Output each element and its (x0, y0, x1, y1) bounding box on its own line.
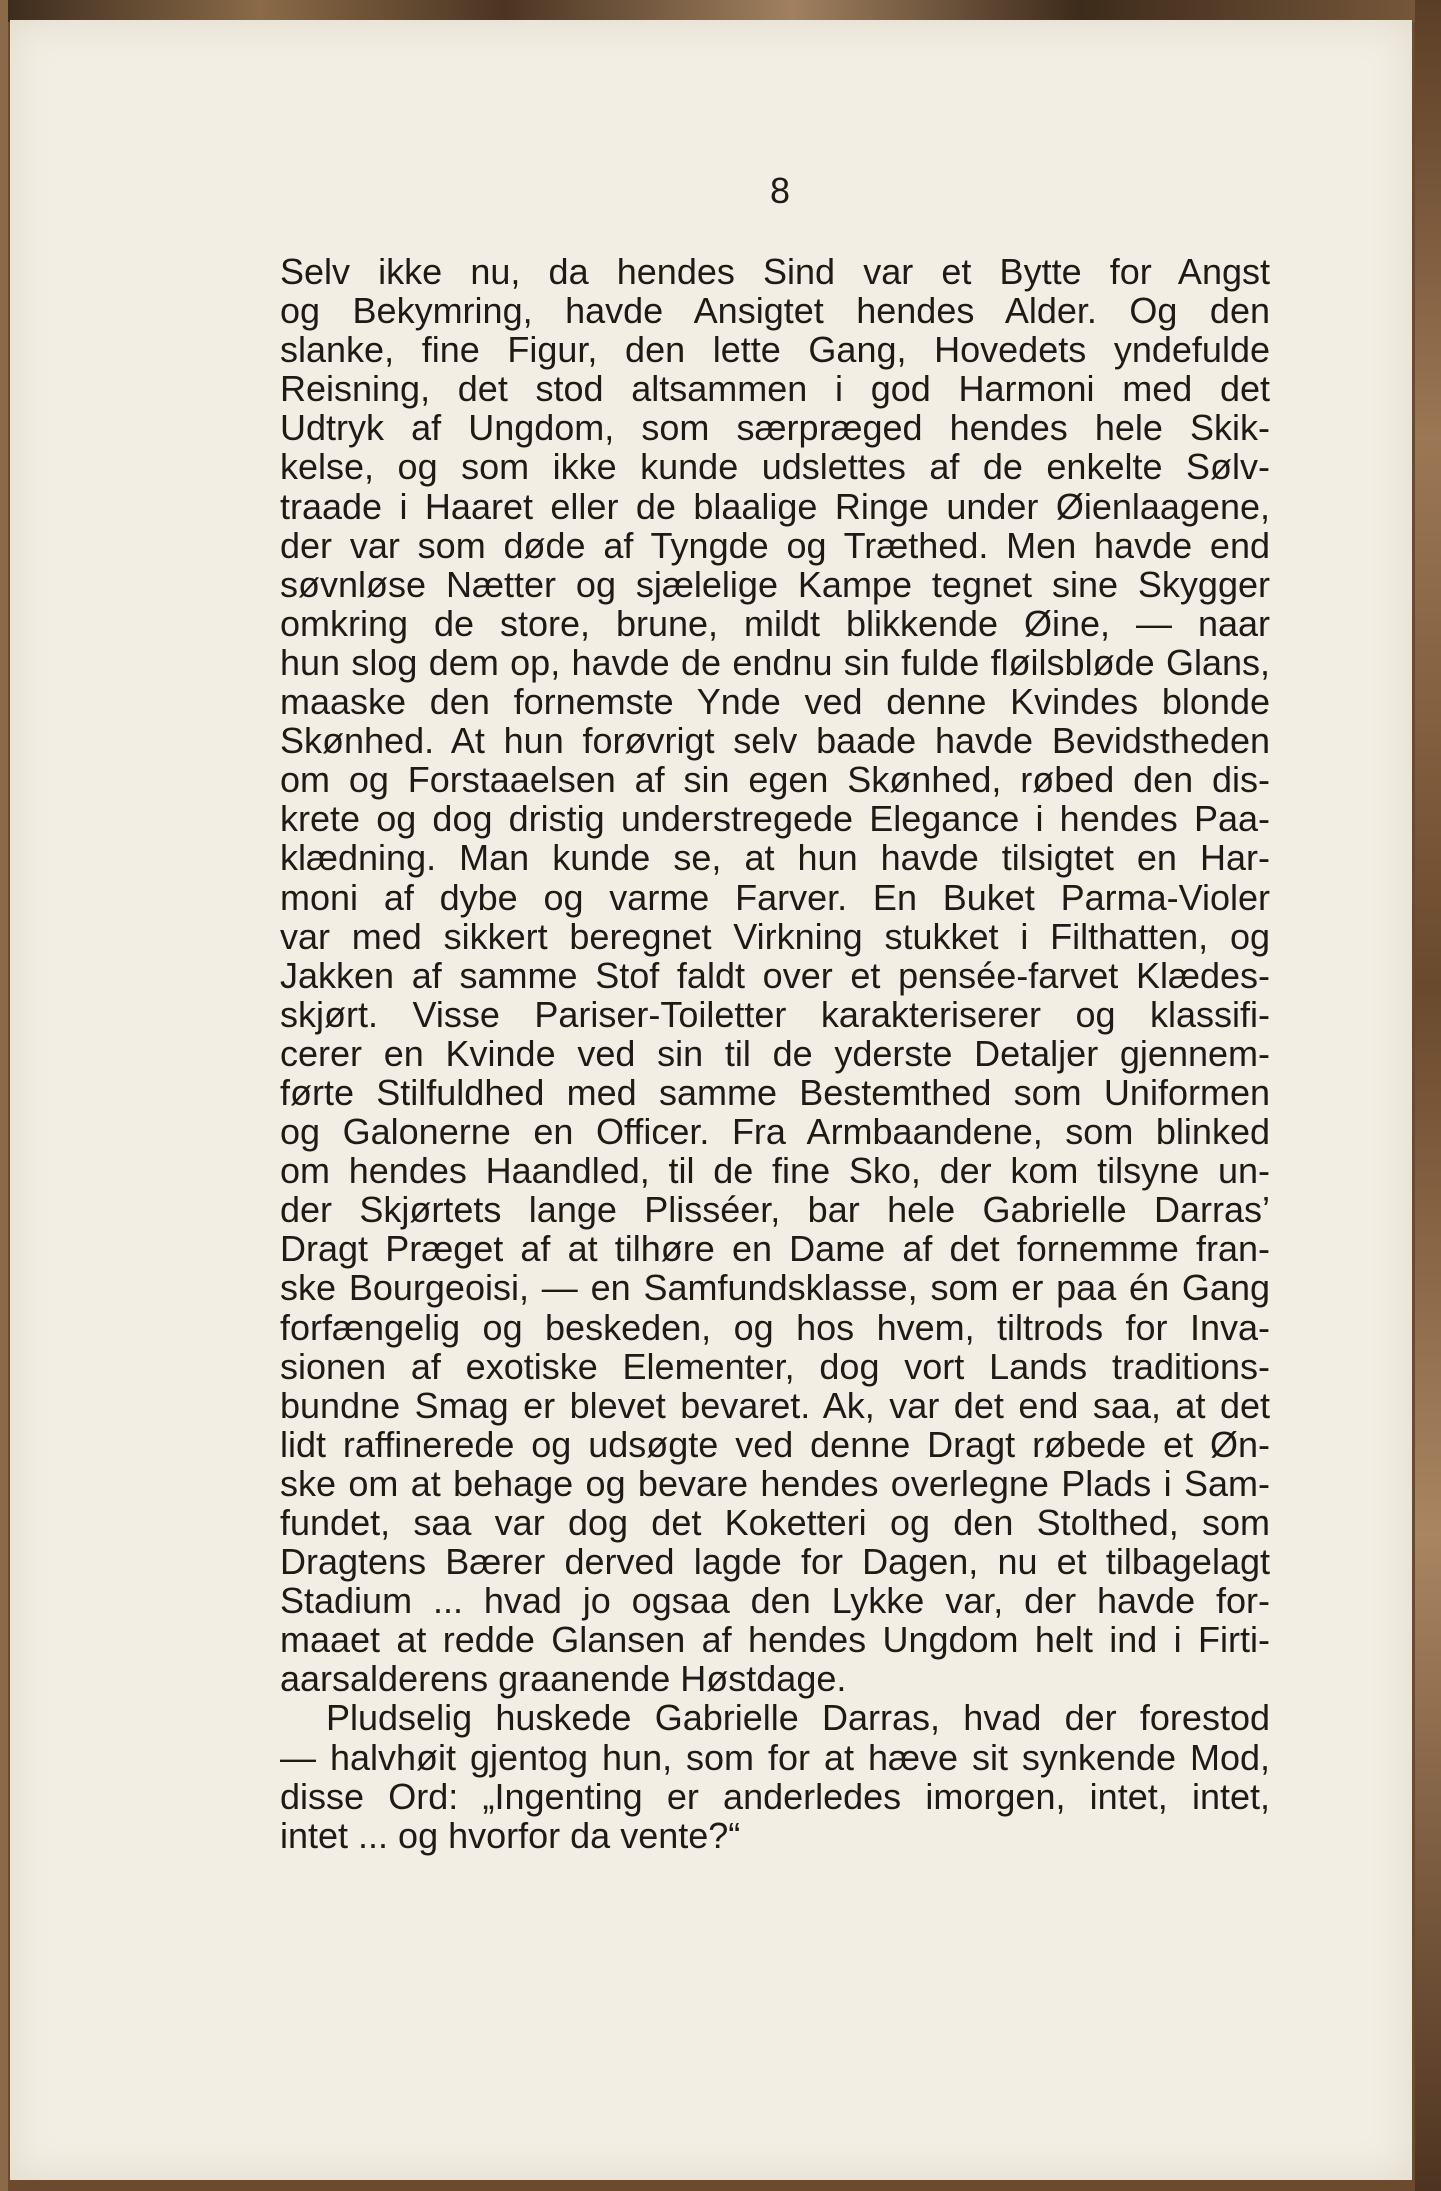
text-line: ske om at behage og bevare hendes overlegne Plads i Sam- (280, 1462, 1270, 1504)
text-line: slanke, fine Figur, den lette Gang, Hovedets yndefulde (280, 329, 1270, 371)
text-line: omkring de store, brune, mildt blikkende Øine, — naar (280, 602, 1270, 644)
text-line: Jakken af samme Stof faldt over et pensée-farvet Klædes- (280, 954, 1270, 996)
text-line: bundne Smag er blevet bevaret. Ak, var det end saa, at det (280, 1384, 1270, 1426)
text-line: cerer en Kvinde ved sin til de yderste Detaljer gjennem- (280, 1032, 1270, 1074)
text-line: Skønhed. At hun forøvrigt selv baade havde Bevidstheden (280, 720, 1270, 762)
book-edge-right (1415, 0, 1441, 2191)
text-line: sionen af exotiske Elementer, dog vort Lands traditions- (280, 1345, 1270, 1387)
paragraph (280, 1698, 1270, 1854)
text-line: Udtryk af Ungdom, som særpræged hendes hele Skik- (280, 407, 1270, 449)
book-edge-left (0, 0, 8, 2191)
text-line: traade i Haaret eller de blaalige Ringe under Øienlaagene, (280, 485, 1270, 527)
text-line: maaske den fornemste Ynde ved denne Kvindes blonde (280, 681, 1270, 723)
text-line: klædning. Man kunde se, at hun havde tilsigtet en Har- (280, 837, 1270, 879)
text-line: disse Ord: „Ingenting er anderledes imorgen, intet, intet, (280, 1775, 1270, 1817)
text-line: førte Stilfuldhed med samme Bestemthed som Uniformen (280, 1071, 1270, 1113)
text-line: forfængelig og beskeden, og hos hvem, tiltrods for Inva- (280, 1306, 1270, 1348)
text-line: kelse, og som ikke kunde udslettes af de enkelte Sølv- (280, 446, 1270, 488)
text-line: hun slog dem op, havde de endnu sin fulde fløilsbløde Glans, (280, 641, 1270, 683)
paragraph (280, 252, 1270, 1698)
text-line: maaet at redde Glansen af hendes Ungdom helt ind i Firti- (280, 1619, 1270, 1661)
text-line: moni af dybe og varme Farver. En Buket Parma-Violer (280, 876, 1270, 918)
text-line: Pludselig huskede Gabrielle Darras, hvad der forestod (326, 1697, 1270, 1739)
text-line: om hendes Haandled, til de fine Sko, der kom tilsyne un- (280, 1150, 1270, 1192)
text-line: Dragt Præget af at tilhøre en Dame af det fornemme fran- (280, 1228, 1270, 1270)
book-edge-top (0, 0, 1441, 22)
text-line: aarsalderens graanende Høstdage. (280, 1658, 847, 1700)
text-line: fundet, saa var dog det Koketteri og den Stolthed, som (280, 1502, 1270, 1543)
text-line: var med sikkert beregnet Virkning stukket i Filthatten, og (280, 915, 1270, 957)
text-line: søvnløse Nætter og sjælelige Kampe tegnet sine Skygger (280, 563, 1270, 605)
text-line: Selv ikke nu, da hendes Sind var et Bytte for Angst (280, 251, 1270, 292)
text-line: om og Forstaaelsen af sin egen Skønhed, røbed den dis- (280, 759, 1270, 801)
text-line: intet ... og hvorfor da vente?“ (280, 1814, 741, 1856)
text-line: krete og dog dristig understregede Elegance i hendes Paa- (280, 798, 1270, 840)
body-text (280, 252, 1270, 1855)
text-line: ske Bourgeoisi, — en Samfundsklasse, som er paa én Gang (280, 1267, 1270, 1309)
text-line: og Bekymring, havde Ansigtet hendes Alder. Og den (280, 290, 1270, 332)
text-line: der Skjørtets lange Plisséer, bar hele Gabrielle Darras’ (280, 1189, 1270, 1231)
book-page (10, 20, 1412, 2180)
text-line: og Galonerne en Officer. Fra Armbaandene, som blinked (280, 1111, 1270, 1153)
text-line: Reisning, det stod altsammen i god Harmoni med det (280, 368, 1270, 410)
text-line: skjørt. Visse Pariser-Toiletter karakteriserer og klassifi- (280, 993, 1270, 1035)
text-line: Dragtens Bærer derved lagde for Dagen, nu et tilbagelagt (280, 1541, 1270, 1583)
text-line: — halvhøit gjentog hun, som for at hæve sit synkende Mod, (280, 1736, 1270, 1778)
text-line: der var som døde af Tyngde og Træthed. Men havde end (280, 524, 1270, 566)
page-number: 8 (769, 170, 791, 211)
text-line: lidt raffinerede og udsøgte ved denne Dragt røbede et Øn- (280, 1423, 1270, 1465)
text-line: Stadium ... hvad jo ogsaa den Lykke var, der havde for- (280, 1580, 1270, 1622)
